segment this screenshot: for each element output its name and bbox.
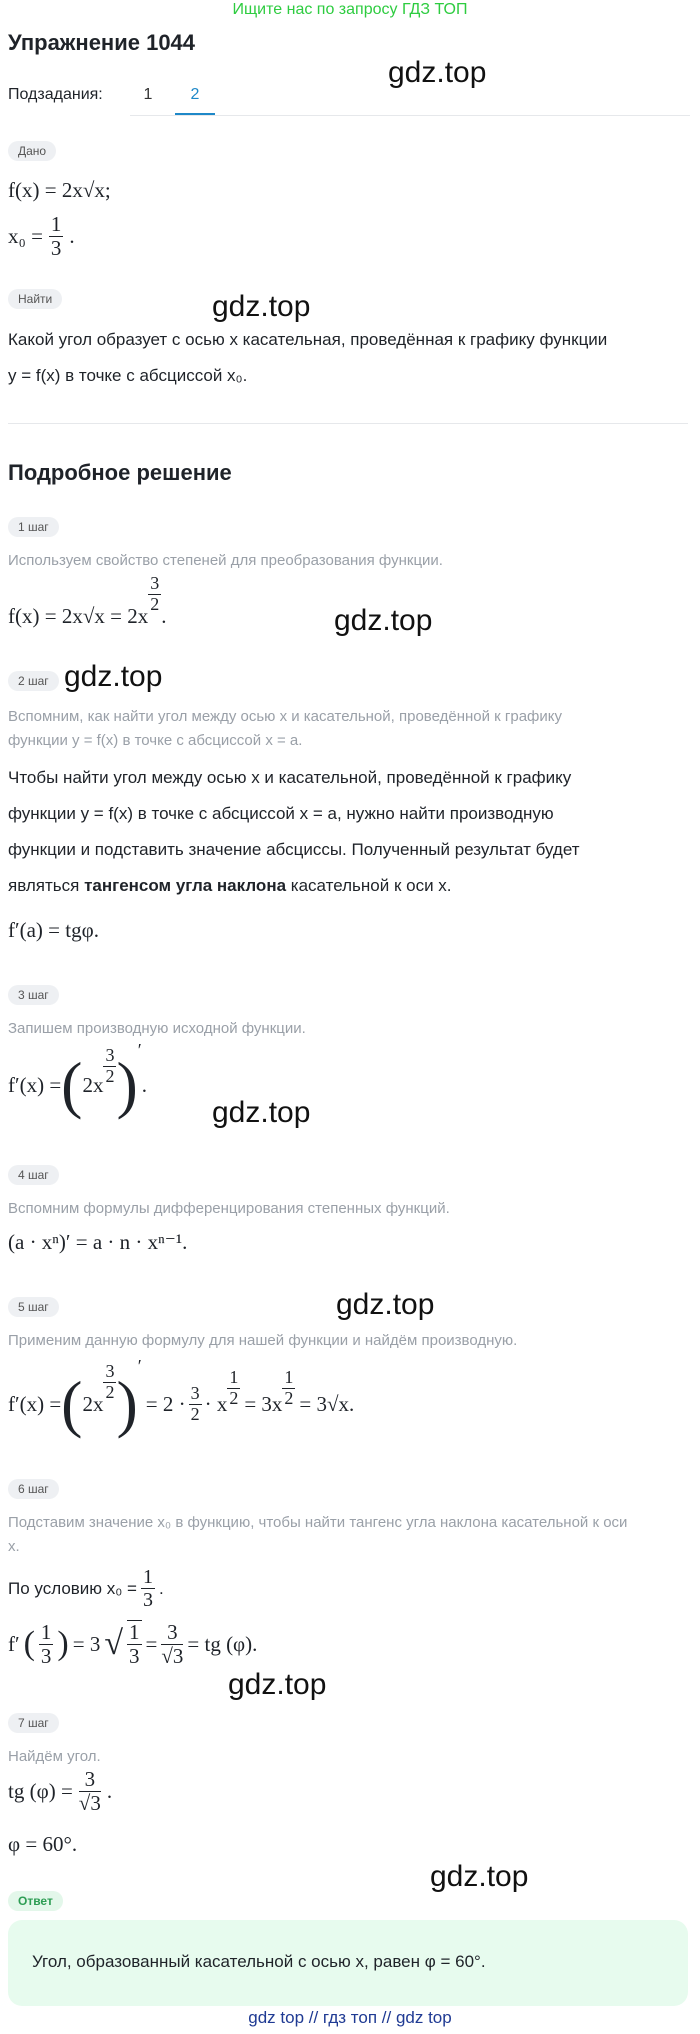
footer-links[interactable]: gdz top // гдз топ // gdz top — [248, 2008, 452, 2027]
step-2-paragraph-line-3: функции и подставить значение абсциссы. Полученный результат будет — [8, 840, 580, 859]
page-title: Упражнение 1044 — [8, 30, 196, 55]
step-2-paragraph-line-1: Чтобы найти угол между осью x и касательной, проведённой к графику — [8, 768, 572, 787]
find-badge: Найти — [8, 289, 62, 309]
step-1-exp-num: 3 — [150, 573, 160, 593]
step-7-badge: 7 шаг — [8, 1713, 59, 1733]
step-2-paragraph-line-4: являться тангенсом угла наклона касательной к оси x. — [8, 876, 452, 895]
top-search-link[interactable]: Ищите нас по запросу ГДЗ ТОП — [232, 1, 468, 18]
subtasks-divider — [130, 115, 690, 116]
subtasks-label: Подзадания: — [8, 86, 103, 103]
step-6-calculation: f′ ( $\frac{1}{3}$ ) = 3 √ $\frac{1}{3}$ = $\frac{3}{√3}$ = tg (φ). — [8, 1619, 258, 1669]
step-6-hint-line-2: x. — [8, 1538, 20, 1555]
step-7-hint: Найдём угол. — [8, 1748, 101, 1765]
step-5-formula: f′(x) = ( 2x $\frac{3}{2}$ ) ′ = 2 · $\frac{3}{2}$ · x $\frac{1}{2}$ = 3x $\frac{1}{2}$ = 3√x. — [8, 1356, 355, 1439]
step-2-hint-line-2: функции y = f(x) в точке с абсциссой x = a. — [8, 732, 303, 749]
emphasis-tangent: тангенсом угла наклона — [84, 876, 287, 895]
step-5-badge: 5 шаг — [8, 1297, 59, 1317]
step-7-formula-2: φ = 60°. — [8, 1832, 78, 1856]
watermark: gdz.top — [336, 1288, 435, 1321]
step-2-badge: 2 шаг — [8, 671, 59, 691]
watermark: gdz.top — [334, 604, 433, 637]
step-1-exp-den: 2 — [150, 593, 160, 614]
step-1-badge: 1 шаг — [8, 517, 59, 537]
answer-badge: Ответ — [8, 1891, 63, 1911]
given-x0-lhs: x₀ = — [8, 224, 43, 249]
step-3-hint: Запишем производную исходной функции. — [8, 1020, 306, 1037]
find-text-line-1: Какой угол образует с осью x касательная, проведённая к графику функции — [8, 330, 608, 349]
answer-text: Угол, образованный касательной с осью x, равен φ = 60°. — [32, 1952, 486, 1971]
given-x0-num: 1 — [50, 212, 62, 236]
step-4-badge: 4 шаг — [8, 1165, 59, 1185]
step-1-hint: Используем свойство степеней для преобразования функции. — [8, 552, 443, 569]
step-7-formula-1: tg (φ) = $\frac{3}{√3}$ . — [8, 1767, 113, 1816]
given-function: f(x) = 2x√x; — [8, 178, 111, 202]
answer-box — [8, 1920, 688, 2006]
watermark: gdz.top — [212, 290, 311, 323]
watermark: gdz.top — [228, 1668, 327, 1701]
given-x0: x₀ = $\frac{1}{3}$ . — [8, 212, 75, 261]
solution-title: Подробное решение — [8, 460, 232, 485]
given-x0-den: 3 — [50, 236, 62, 261]
step-3-badge: 3 шаг — [8, 985, 59, 1005]
active-tab-indicator — [175, 113, 215, 115]
given-x0-fraction — [49, 213, 64, 260]
step-6-badge: 6 шаг — [8, 1479, 59, 1499]
step-6-condition: По условию x₀ = $\frac{1}{3}$ . — [8, 1566, 164, 1611]
step-5-hint: Применим данную формулу для нашей функции и найдём производную. — [8, 1332, 518, 1349]
find-text-line-2: y = f(x) в точке с абсциссой x₀. — [8, 366, 248, 385]
step-6-hint-line-1: Подставим значение x₀ в функцию, чтобы найти тангенс угла наклона касательной к оси — [8, 1514, 628, 1531]
watermark: gdz.top — [64, 660, 163, 693]
step-2-paragraph-line-2: функции y = f(x) в точке с абсциссой x = a, нужно найти производную — [8, 804, 554, 823]
step-1-formula: f(x) = 2x√x = 2x $\frac{3}{2}$ . — [8, 573, 167, 628]
watermark: gdz.top — [388, 56, 487, 89]
step-4-formula: (a · xⁿ)′ = a · n · xⁿ⁻¹. — [8, 1230, 188, 1254]
subtask-tab-2[interactable]: 2 — [190, 86, 200, 103]
step-2-formula: f′(a) = tgφ. — [8, 918, 99, 942]
watermark: gdz.top — [212, 1096, 311, 1129]
step-4-hint: Вспомним формулы дифференцирования степенных функций. — [8, 1200, 450, 1217]
step-1-exponent — [148, 574, 161, 615]
step-2-hint-line-1: Вспомним, как найти угол между осью x и касательной, проведённой к графику — [8, 708, 562, 725]
section-divider — [8, 423, 688, 424]
step-3-formula: f′(x) = ( 2x $\frac{3}{2}$ ) ′ . — [8, 1040, 147, 1120]
subtask-tab-1[interactable]: 1 — [143, 86, 153, 103]
given-badge: Дано — [8, 141, 56, 161]
step-1-expression: f(x) = 2x√x = 2x — [8, 604, 149, 628]
watermark: gdz.top — [430, 1860, 529, 1893]
